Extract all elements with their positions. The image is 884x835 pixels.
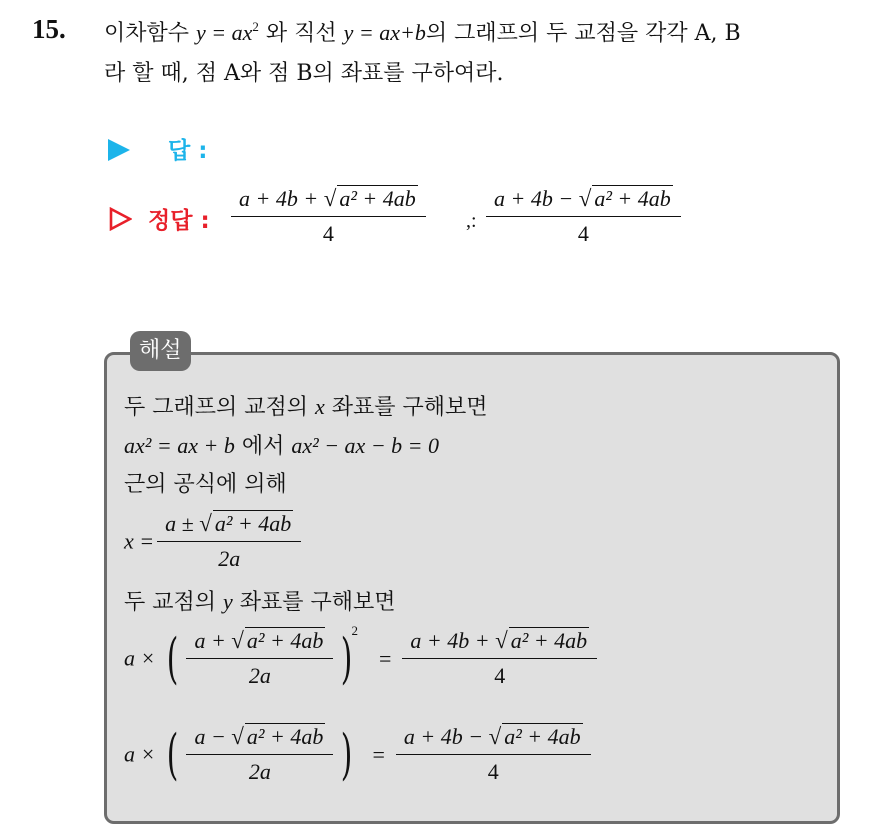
explanation-line-7: a × ( $\frac{\text{a − √ a² + 4ab}}{2a}$ ) = $\frac{\text{a + 4b − √ a² + 4ab}}{4}$ xyxy=(124,724,587,785)
explanation-line-6: a × ( $\frac{\text{a + √ a² + 4ab}}{2a}$ )$^2$ = $\frac{\text{a + 4b + √ a² + 4ab}}{4}$ xyxy=(124,628,593,689)
correct-answer-label: 정답 : xyxy=(148,208,210,234)
question-line1-pre: 이차함수 xyxy=(104,21,190,46)
root-plus-fraction: $\frac{\text{a + √ a² + 4ab}}{2a}$ xyxy=(190,628,329,689)
explanation-tag: 해설 xyxy=(130,331,191,371)
quadratic-formula-fraction: $\frac{\text{a ± √ a² + 4ab}}{2a}$ xyxy=(161,511,297,572)
explanation-line-2: ax² = ax + b 에서 ax² − ax − b = 0 xyxy=(124,433,440,459)
question-text-line1 xyxy=(104,16,741,47)
answer-separator: ,: xyxy=(466,210,477,232)
explanation-line-5: 두 교점의 y 좌표를 구해보면 xyxy=(124,589,396,615)
question-line1-mid: 와 직선 xyxy=(265,21,337,46)
answer-label: 답 : xyxy=(168,138,208,164)
answer-fraction-2: $\frac{\text{a + 4b − √ a² + 4ab}}{4}$ xyxy=(490,186,677,247)
play-triangle-icon xyxy=(108,139,130,161)
y-coordinate-fraction-2: $\frac{\text{a + 4b − √ a² + 4ab}}{4}$ xyxy=(400,724,587,785)
question-formula-line: y = ax+b xyxy=(343,20,426,45)
correct-answer-row xyxy=(108,202,210,235)
outline-triangle-icon xyxy=(108,207,132,231)
answer-fraction-1: $\frac{\text{a + 4b + √ a² + 4ab}}{4}$ xyxy=(235,186,422,247)
y-coordinate-fraction-1: $\frac{\text{a + 4b + √ a² + 4ab}}{4}$ xyxy=(406,628,593,689)
question-formula-quadratic: $y = ax^2$ xyxy=(196,19,259,45)
question-text-line2: 라 할 때, 점 A와 점 B의 좌표를 구하여라. xyxy=(104,61,504,86)
explanation-line-3: 근의 공식에 의해 xyxy=(124,472,287,497)
answer-row xyxy=(108,132,207,165)
explanation-line-4: x = $\frac{\text{a ± √ a² + 4ab}}{2a}$ xyxy=(124,511,297,572)
explanation-line-1: 두 그래프의 교점의 x 좌표를 구해보면 xyxy=(124,394,488,420)
question-number: 15. xyxy=(32,14,66,44)
root-minus-fraction: $\frac{\text{a − √ a² + 4ab}}{2a}$ xyxy=(190,724,329,785)
question-line1-post: 의 그래프의 두 교점을 각각 A, B xyxy=(425,21,741,46)
